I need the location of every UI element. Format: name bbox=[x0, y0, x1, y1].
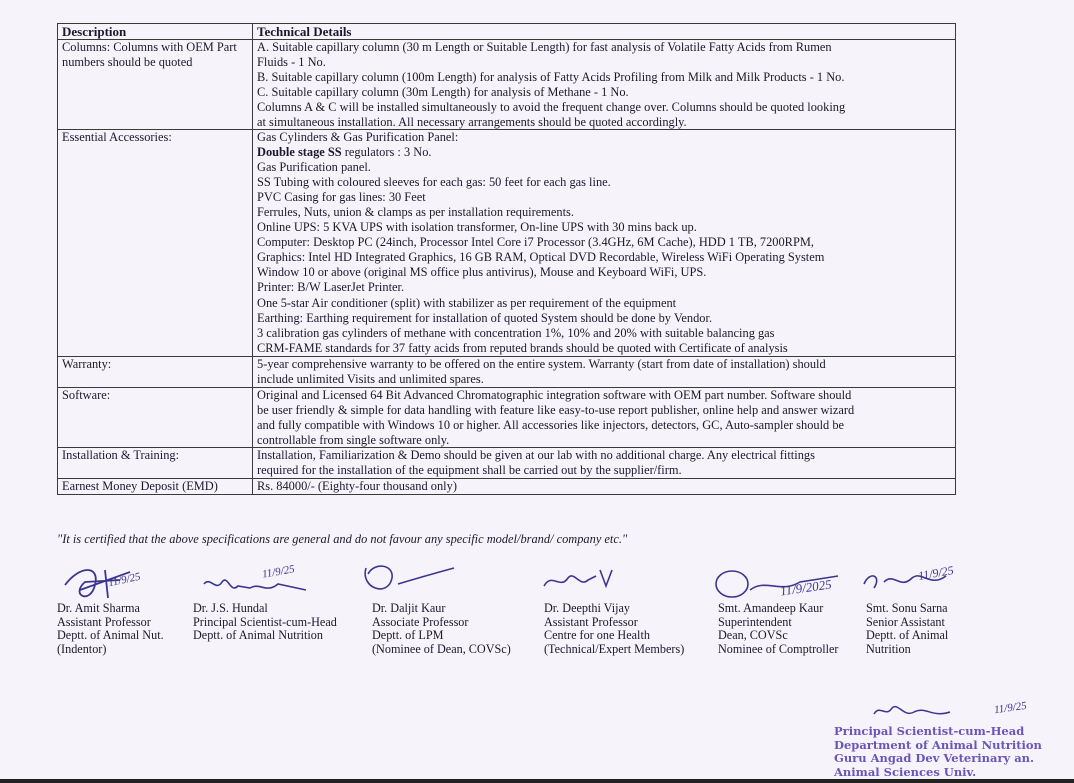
signatory-line: (Technical/Expert Members) bbox=[544, 641, 685, 656]
signatory-block bbox=[57, 602, 164, 656]
detail-line: Gas Purification panel. bbox=[257, 160, 371, 175]
handwritten-date: 11/9/2025 bbox=[779, 576, 833, 599]
row-details bbox=[253, 479, 956, 495]
signatory-line: Superintendent bbox=[718, 614, 792, 629]
signatory-block bbox=[544, 602, 684, 656]
table-row-columns bbox=[58, 40, 956, 130]
detail-line: 5-year comprehensive warranty to be offered on the entire system. Warranty (start from date of installation) should bbox=[257, 357, 826, 372]
detail-line: Graphics: Intel HD Integrated Graphics, 16 GB RAM, Optical DVD Recordable, Wireless WiFi Operating System bbox=[257, 249, 825, 264]
signature-scribble bbox=[358, 560, 458, 600]
signatory-line: Assistant Professor bbox=[57, 614, 151, 629]
signatory-line: Associate Professor bbox=[372, 614, 469, 629]
certification-note: "It is certified that the above specifications are general and do not favour any specific model/brand/ company etc." bbox=[57, 532, 628, 546]
signatory-line: Deptt. of Animal bbox=[866, 628, 949, 643]
table-row-software bbox=[58, 387, 956, 448]
specification-table bbox=[57, 23, 956, 495]
signatory-name: Smt. Sonu Sarna bbox=[866, 601, 948, 615]
detail-line bbox=[257, 145, 951, 160]
detail-line: PVC Casing for gas lines: 30 Feet bbox=[257, 190, 426, 205]
detail-line: Rs. 84000/- (Eighty-four thousand only) bbox=[257, 479, 457, 494]
signatory-name: Dr. Deepthi Vijay bbox=[544, 601, 631, 615]
detail-line: at simultaneous installation. All necessary arrangements should be quoted accordingly. bbox=[257, 114, 687, 129]
signatory-name: Smt. Amandeep Kaur bbox=[718, 601, 824, 615]
row-description: Earnest Money Deposit (EMD) bbox=[58, 479, 253, 495]
row-description: Software: bbox=[58, 387, 253, 448]
detail-line: One 5-star Air conditioner (split) with stabilizer as per requirement of the equipment bbox=[257, 296, 677, 311]
detail-line: SS Tubing with coloured sleeves for each gas: 50 feet for each gas line. bbox=[257, 175, 611, 190]
signatory-line: (Indentor) bbox=[57, 641, 107, 656]
detail-line: Earthing: Earthing requirement for installation of quoted System should be done by Vendor. bbox=[257, 311, 713, 326]
detail-line: Installation, Familiarization & Demo should be given at our lab with no additional charge. Any electrical fittings bbox=[257, 448, 815, 463]
table-row-accessories bbox=[58, 130, 956, 357]
header-technical-details: Technical Details bbox=[253, 24, 956, 40]
detail-line: Ferrules, Nuts, union & clamps as per installation requirements. bbox=[257, 204, 574, 219]
signatory-line: Nominee of Comptroller bbox=[718, 641, 839, 656]
detail-line: Fluids - 1 No. bbox=[257, 54, 326, 69]
signature-scribble bbox=[200, 572, 310, 602]
page-bottom-edge bbox=[0, 779, 1074, 783]
official-stamp bbox=[834, 724, 1042, 779]
detail-line: Window 10 or above (original MS office plus antivirus), Mouse and Keyboard WiFi, UPS. bbox=[257, 264, 707, 279]
detail-line: Computer: Desktop PC (24inch, Processor Intel Core i7 Processor (3.4GHz, 6M Cache), HDD 1 TB, 7200RPM, bbox=[257, 234, 814, 249]
signatory-line: Principal Scientist-cum-Head bbox=[193, 614, 337, 629]
row-description: Warranty: bbox=[58, 357, 253, 388]
detail-text: regulators : 3 No. bbox=[341, 145, 432, 160]
stamp-line: Department of Animal Nutrition bbox=[834, 737, 1042, 752]
row-details bbox=[253, 40, 956, 130]
detail-line: CRM-FAME standards for 37 fatty acids from reputed brands should be quoted with Certificate of analysis bbox=[257, 341, 788, 356]
detail-line: Printer: B/W LaserJet Printer. bbox=[257, 279, 405, 294]
signatory-block bbox=[866, 602, 948, 656]
stamp-line: Animal Sciences Univ. bbox=[834, 764, 977, 779]
signatory-line: Dean, COVSc bbox=[718, 628, 788, 643]
handwritten-date: 11/9/25 bbox=[261, 563, 296, 581]
signature-scribble bbox=[540, 566, 620, 596]
signatory-block bbox=[193, 602, 337, 643]
row-details bbox=[253, 387, 956, 448]
detail-line: required for the installation of the equipment shall be carried out by the supplier/firm. bbox=[257, 463, 682, 478]
detail-bold-text: Double stage SS bbox=[257, 145, 342, 160]
signatory-line: Deptt. of LPM bbox=[372, 628, 444, 643]
row-description: Columns: Columns with OEM Part numbers should be quoted bbox=[58, 40, 253, 130]
detail-line: Gas Cylinders & Gas Purification Panel: bbox=[257, 130, 459, 145]
table-row-installation bbox=[58, 448, 956, 479]
row-details bbox=[253, 357, 956, 388]
signatory-line: Deptt. of Animal Nutrition bbox=[193, 628, 323, 643]
signatory-block bbox=[372, 602, 511, 656]
signatory-line: Centre for one Health bbox=[544, 628, 650, 643]
detail-line: A. Suitable capillary column (30 m Length or Suitable Length) for fast analysis of Volatile Fatty Acids from Rumen bbox=[257, 40, 832, 54]
signatory-name: Dr. Daljit Kaur bbox=[372, 601, 446, 615]
stamp-date: 11/9/25 bbox=[993, 699, 1028, 717]
signatory-line: Senior Assistant bbox=[866, 614, 945, 629]
signatory-name: Dr. J.S. Hundal bbox=[193, 601, 268, 615]
stamp-signature bbox=[870, 700, 980, 722]
row-details bbox=[253, 130, 956, 357]
detail-line: controllable from single software only. bbox=[257, 432, 450, 447]
detail-line: B. Suitable capillary column (100m Length) for analysis of Fatty Acids Profiling from Milk and Milk Products - 1 No. bbox=[257, 69, 845, 84]
table-row-emd bbox=[58, 479, 956, 495]
signatory-line: Assistant Professor bbox=[544, 614, 638, 629]
signatory-block bbox=[718, 602, 839, 656]
handwritten-date: 11/9/25 bbox=[916, 563, 955, 584]
signatory-line: Nutrition bbox=[866, 641, 911, 656]
detail-line: C. Suitable capillary column (30m Length) for analysis of Methane - 1 No. bbox=[257, 84, 629, 99]
row-description: Installation & Training: bbox=[58, 448, 253, 479]
signatory-name: Dr. Amit Sharma bbox=[57, 601, 140, 615]
detail-line: Online UPS: 5 KVA UPS with isolation transformer, On-line UPS with 30 mins back up. bbox=[257, 219, 697, 234]
signatory-line: (Nominee of Dean, COVSc) bbox=[372, 641, 511, 656]
detail-line: be user friendly & simple for data handling with feature like easy-to-use report publisher, online help and answer wizard bbox=[257, 402, 855, 417]
stamp-line: Principal Scientist-cum-Head bbox=[834, 724, 1025, 738]
stamp-line: Guru Angad Dev Veterinary an. bbox=[834, 751, 1035, 765]
row-description: Essential Accessories: bbox=[58, 130, 253, 357]
detail-line: and fully compatible with Windows 10 or higher. All accessories like injectors, detectors, GC, Auto-sampler should be bbox=[257, 417, 845, 432]
detail-line: 3 calibration gas cylinders of methane with concentration 1%, 10% and 20% with suitable balancing gas bbox=[257, 326, 775, 341]
signatory-line: Deptt. of Animal Nut. bbox=[57, 628, 164, 643]
table-row-warranty bbox=[58, 357, 956, 388]
row-details bbox=[253, 448, 956, 479]
detail-line: Columns A & C will be installed simultaneously to avoid the frequent change over. Columns should be quoted looking bbox=[257, 99, 846, 114]
handwritten-date: 11/9/25 bbox=[107, 570, 142, 590]
table-header-row bbox=[58, 24, 956, 40]
detail-line: include unlimited Visits and unlimited spares. bbox=[257, 371, 484, 386]
header-description: Description bbox=[58, 24, 253, 40]
detail-line: Original and Licensed 64 Bit Advanced Chromatographic integration software with OEM part number. Software should bbox=[257, 387, 852, 402]
